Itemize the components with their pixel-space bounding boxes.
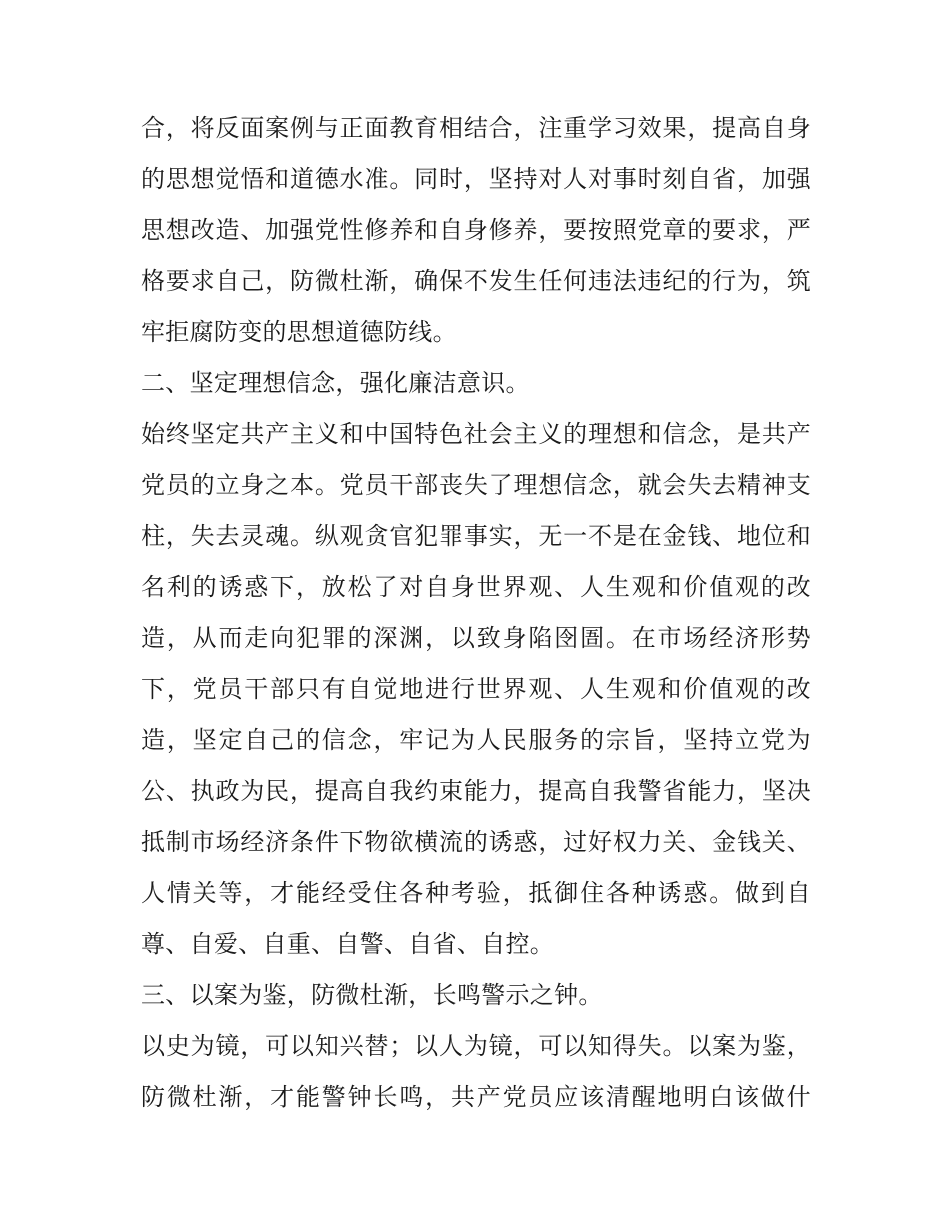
text-line: 的思想觉悟和道德水准。同时，坚持对人对事时刻自省，加强 — [141, 165, 811, 193]
text-line: 合，将反面案例与正面教育相结合，注重学习效果，提高自身 — [141, 114, 811, 142]
text-line: 名利的诱惑下，放松了对自身世界观、人生观和价值观的改 — [141, 573, 811, 601]
text-line: 格要求自己，防微杜渐，确保不发生任何违法违纪的行为，筑 — [141, 267, 811, 295]
text-line: 防微杜渐，才能警钟长鸣，共产党员应该清醒地明白该做什 — [141, 1083, 811, 1111]
text-line: 公、执政为民，提高自我约束能力，提高自我警省能力，坚决 — [141, 777, 811, 805]
text-line: 造，坚定自己的信念，牢记为人民服务的宗旨，坚持立党为 — [141, 726, 811, 754]
text-line: 牢拒腐防变的思想道德防线。 — [141, 318, 457, 346]
section-heading-2: 二、坚定理想信念，强化廉洁意识。 — [141, 369, 530, 397]
text-line: 柱，失去灵魂。纵观贪官犯罪事实，无一不是在金钱、地位和 — [141, 522, 811, 550]
text-line: 始终坚定共产主义和中国特色社会主义的理想和信念，是共产 — [141, 420, 811, 448]
text-line: 下，党员干部只有自觉地进行世界观、人生观和价值观的改 — [141, 675, 811, 703]
text-line: 抵制市场经济条件下物欲横流的诱惑，过好权力关、金钱关、 — [141, 828, 811, 856]
text-line: 思想改造、加强党性修养和自身修养，要按照党章的要求，严 — [141, 216, 811, 244]
text-line: 尊、自爱、自重、自警、自省、自控。 — [141, 930, 555, 958]
text-line: 党员的立身之本。党员干部丧失了理想信念，就会失去精神支 — [141, 471, 811, 499]
text-line: 造，从而走向犯罪的深渊，以致身陷囹圄。在市场经济形势 — [141, 624, 811, 652]
document-body — [141, 103, 811, 1123]
text-line: 人情关等，才能经受住各种考验，抵御住各种诱惑。做到自 — [141, 879, 811, 907]
text-line: 以史为镜，可以知兴替；以人为镜，可以知得失。以案为鉴， — [141, 1032, 811, 1060]
section-heading-3: 三、以案为鉴，防微杜渐，长鸣警示之钟。 — [141, 981, 603, 1009]
